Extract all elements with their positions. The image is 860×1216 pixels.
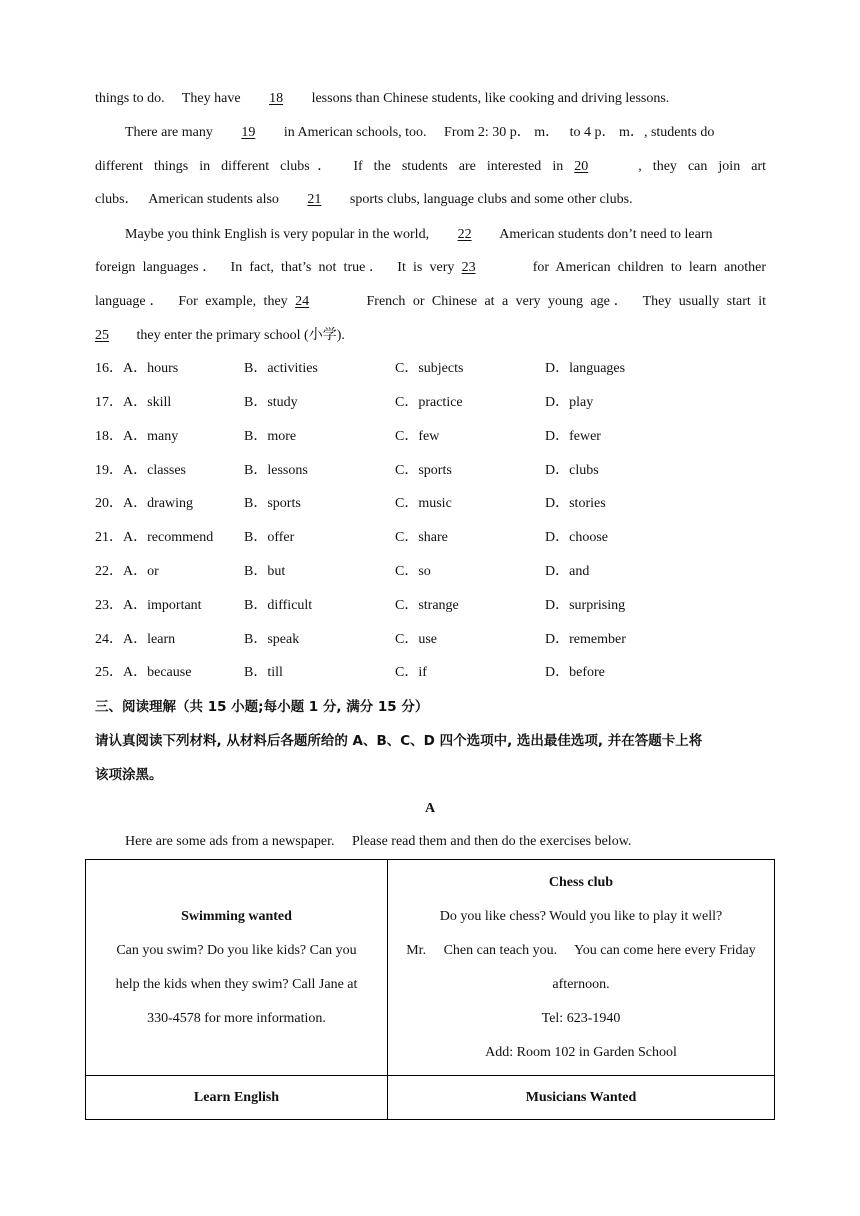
option-a: classes xyxy=(147,463,187,478)
option-d: D．before xyxy=(545,665,605,680)
passage-line-4: clubs． American students also 21 sports clubs, language clubs and some other clubs. xyxy=(95,190,766,210)
section-instructions: 请认真阅读下列材料, 从材料后各题所给的 A、B、C、D 四个选项中, 选出最佳选项, 并在答题卡上将 xyxy=(95,733,703,749)
ad-text: help the kids when they swim? Call Jane at xyxy=(115,977,358,992)
option-b: B．more xyxy=(244,429,297,444)
question-24: 24．A．learn xyxy=(95,632,176,647)
blank-18: 18 xyxy=(269,91,284,106)
part-intro: Here are some ads from a newspaper. Please read them and then do the exercises below. xyxy=(125,834,632,849)
question-17: 17．A．skill xyxy=(95,395,172,410)
blank-20: 20 xyxy=(574,159,589,174)
option-b: B．difficult xyxy=(244,598,313,613)
option-a: recommend xyxy=(147,530,214,545)
ad-text: afternoon. xyxy=(552,977,610,992)
question-23: 23．A．important xyxy=(95,598,202,613)
option-b: B．sports xyxy=(244,496,301,511)
part-label: A xyxy=(424,801,436,816)
option-c: C．strange xyxy=(395,598,459,613)
option-d: D．play xyxy=(545,395,594,410)
option-d: D．and xyxy=(545,564,590,579)
question-16: 16．A．hours xyxy=(95,361,179,376)
passage-line-7: language． For example, they 24 French or Chinese at a very young age． They usually start it xyxy=(95,292,766,312)
question-20: 20．A．drawing xyxy=(95,496,194,511)
option-c: C．if xyxy=(395,665,427,680)
option-b: B．till xyxy=(244,665,283,680)
option-b: B．offer xyxy=(244,530,295,545)
ad-text: 330-4578 for more information. xyxy=(147,1011,326,1026)
ads-table xyxy=(85,859,775,1120)
option-a: drawing xyxy=(147,496,194,511)
ad-chess xyxy=(388,866,774,1070)
table-divider-horizontal xyxy=(86,1075,774,1076)
option-c: C．music xyxy=(395,496,452,511)
blank-25: 25 xyxy=(95,328,109,343)
ad-title: Swimming wanted xyxy=(181,909,292,924)
ad-text: Can you swim? Do you like kids? Can you xyxy=(116,943,357,958)
option-c: C．share xyxy=(395,530,448,545)
passage-line-8: 25 they enter the primary school (小学). xyxy=(95,326,766,346)
passage-line-3: different things in different clubs． If the students are interested in 20 , they can join art xyxy=(95,157,766,177)
ad-text: Do you like chess? Would you like to play it well? xyxy=(439,909,723,924)
blank-19: 19 xyxy=(241,125,256,140)
option-b: B．study xyxy=(244,395,298,410)
option-c: C．so xyxy=(395,564,431,579)
option-c: C．few xyxy=(395,429,440,444)
passage-line-5: Maybe you think English is very popular in the world, 22 American students don’t need to learn xyxy=(125,225,766,245)
option-d: D．choose xyxy=(545,530,608,545)
question-19: 19．A．classes xyxy=(95,463,187,478)
ad-musicians-title: Musicians Wanted xyxy=(525,1090,637,1105)
option-a: or xyxy=(147,564,159,579)
option-d: D．remember xyxy=(545,632,626,647)
option-a: hours xyxy=(147,361,179,376)
option-c: C．use xyxy=(395,632,437,647)
ad-address: Add: Room 102 in Garden School xyxy=(485,1045,677,1060)
option-a: learn xyxy=(147,632,176,647)
passage-line-6: foreign languages． In fact, that’s not true． It is very 23 for American children to learn another xyxy=(95,258,766,278)
option-b: B．but xyxy=(244,564,286,579)
option-b: B．lessons xyxy=(244,463,308,478)
option-d: D．fewer xyxy=(545,429,601,444)
option-c: C．practice xyxy=(395,395,463,410)
option-a: important xyxy=(147,598,202,613)
blank-21: 21 xyxy=(307,192,322,207)
question-18: 18．A．many xyxy=(95,429,179,444)
option-c: C．sports xyxy=(395,463,452,478)
option-a: skill xyxy=(147,395,172,410)
question-25: 25．A．because xyxy=(95,665,192,680)
option-d: D．clubs xyxy=(545,463,599,478)
section-heading: 三、阅读理解（共 15 小题;每小题 1 分, 满分 15 分） xyxy=(95,699,429,715)
option-c: C．subjects xyxy=(395,361,464,376)
blank-24: 24 xyxy=(295,294,310,309)
option-d: D．languages xyxy=(545,361,626,376)
blank-22: 22 xyxy=(457,227,472,242)
section-instructions-cont: 该项涂黑。 xyxy=(95,767,163,783)
ad-swimming xyxy=(86,900,387,1036)
option-a: many xyxy=(147,429,179,444)
passage-line-2: There are many 19 in American schools, too. From 2: 30 p． m． to 4 p． m．, students do xyxy=(125,123,766,143)
option-d: D．stories xyxy=(545,496,606,511)
passage-line-1: things to do. They have 18 lessons than Chinese students, like cooking and driving lessons. xyxy=(95,89,766,109)
question-21: 21．A．recommend xyxy=(95,530,214,545)
ad-phone: Tel: 623-1940 xyxy=(541,1011,621,1026)
option-d: D．surprising xyxy=(545,598,626,613)
ad-title: Chess club xyxy=(548,875,614,890)
ad-learn-english-title: Learn English xyxy=(193,1090,280,1105)
option-b: B．speak xyxy=(244,632,300,647)
blank-23: 23 xyxy=(461,260,476,275)
option-b: B．activities xyxy=(244,361,318,376)
option-a: because xyxy=(147,665,192,680)
ad-text: Mr. Chen can teach you. You can come here every Friday xyxy=(406,943,756,958)
question-22: 22．A．or xyxy=(95,564,159,579)
